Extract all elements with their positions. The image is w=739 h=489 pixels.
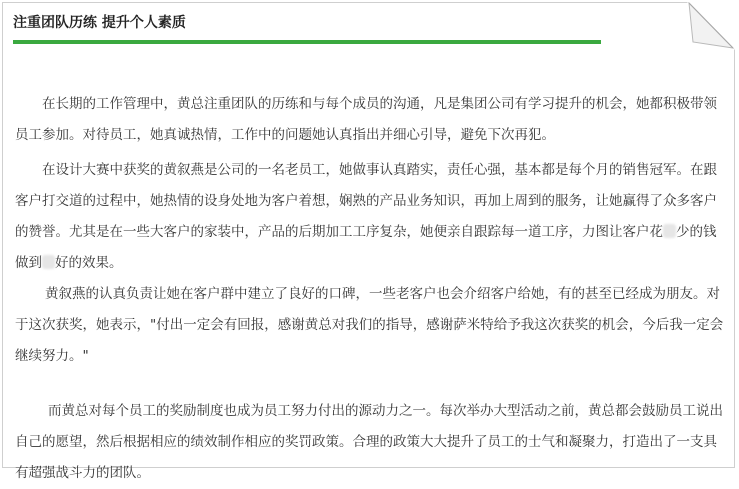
article-title: 注重团队历练 提升个人素质 <box>13 15 186 31</box>
paragraph-1: 在长期的工作管理中，黄总注重团队的历练和与每个成员的沟通，凡是集团公司有学习提升的机会，她都积极带领员工参加。对待员工，她真诚热情，工作中的问题她认真指出并细心引导，避免下次再犯。 <box>15 96 717 143</box>
paragraph-2-part-a: 在设计大赛中获奖的黄叙燕是公司的一名老员工，她做事认真踏实，责任心强，基本都是每个月的销售冠军。在跟客户打交道的过程中，她热情的设身处地为客户着想，娴熟的产品业务知识，再加上周到的服务，让她赢得了众多客户的赞誉。尤其是在一些大客户的家装中，产品的后期加工工序复杂，她便亲自跟踪每一道工序，力图让客户花 <box>15 162 717 240</box>
redacted-mark <box>663 224 676 238</box>
article-body <box>15 89 727 489</box>
paragraph-2-part-c: 好的效果。 <box>55 255 123 271</box>
page-curl-icon <box>687 2 735 50</box>
paragraph-2-part-b: 少的钱做到 <box>15 224 717 271</box>
article-header <box>13 13 601 44</box>
paragraph-2 <box>15 155 727 279</box>
paragraph-4: 而黄总对每个员工的奖励制度也成为员工努力付出的源动力之一。每次举办大型活动之前，黄总都会鼓励员工说出自己的愿望，然后根据相应的绩效制作相应的奖罚政策。合理的政策大大提升了员工的士气和凝聚力，打造出了一支具有超强战斗力的团队。 <box>15 403 723 481</box>
paragraph-3: 黄叙燕的认真负责让她在客户群中建立了良好的口碑，一些老客户也会介绍客户给她，有的甚至已经成为朋友。对于这次获奖，她表示，"付出一定会有回报，感谢黄总对我们的指导，感谢萨米特给予我这次获奖的机会，今后我一定会继续努力。" <box>15 286 724 364</box>
title-underline <box>13 40 601 44</box>
redacted-mark <box>42 255 55 269</box>
article-page <box>2 2 735 481</box>
